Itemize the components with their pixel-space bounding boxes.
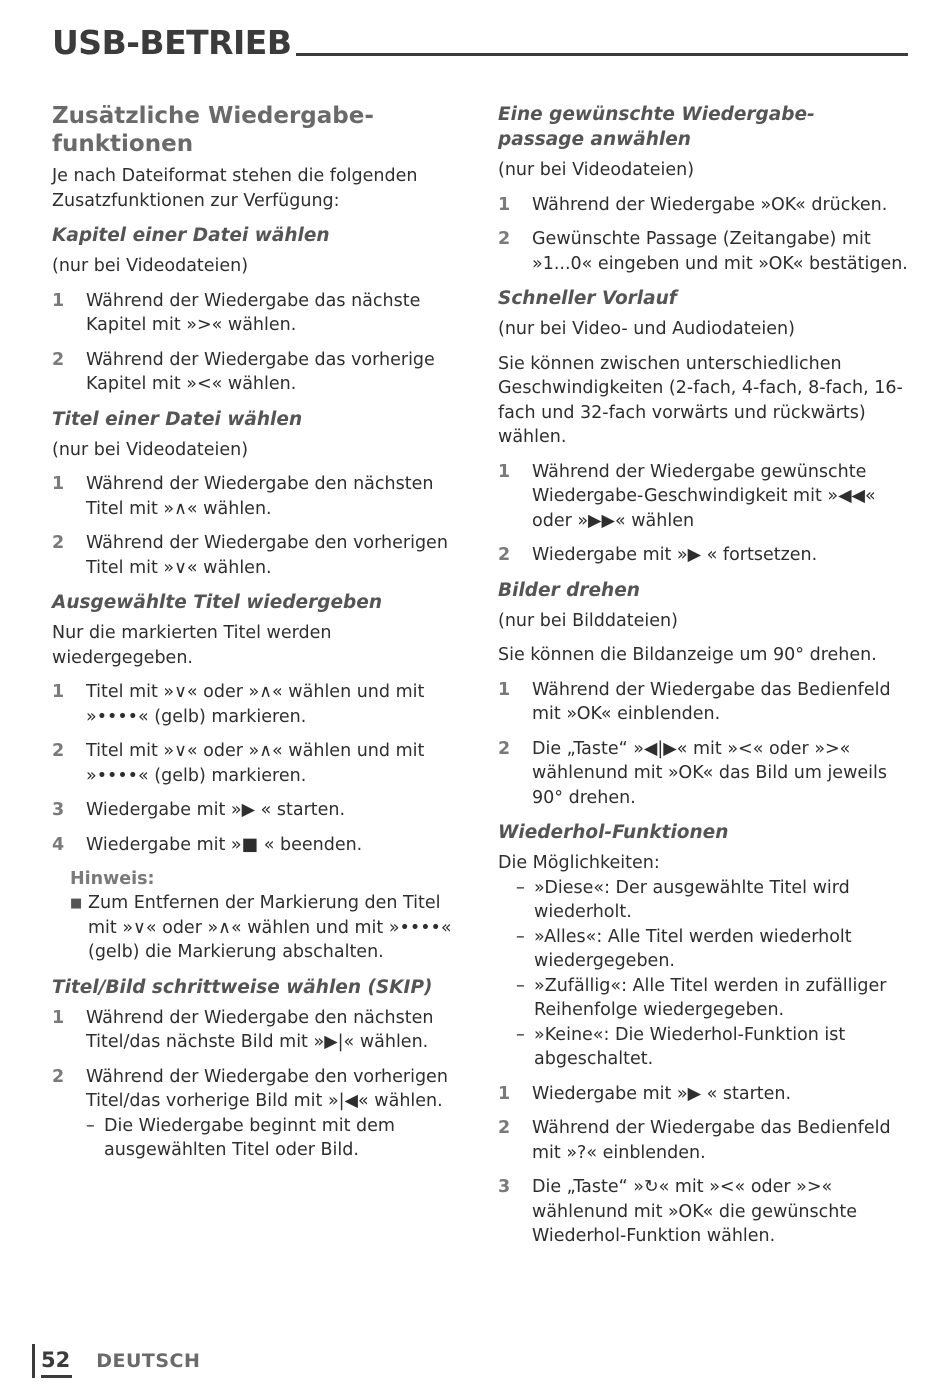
option-text: »Keine«: Die Wiederhol-Funktion ist abgeschaltet.: [534, 1024, 846, 1069]
dash-marker: –: [516, 975, 525, 996]
footer-bar: [32, 1344, 35, 1378]
left-column: [52, 102, 457, 1163]
titel-heading: Titel einer Datei wählen: [52, 408, 303, 430]
page-number: 52: [41, 1345, 72, 1378]
hint-text: Zum Entfernen der Markierung den Titel mit »∨« oder »∧« wählen und mit »••••« (gelb) die Markierung abschalten.: [88, 893, 452, 962]
option-text: »Zufällig«: Alle Titel werden in zufälliger Reihenfolge wiedergegeben.: [534, 975, 887, 1020]
step-number: 2: [498, 229, 511, 249]
skip-step: [52, 1006, 457, 1055]
vorlauf-heading: Schneller Vorlauf: [498, 288, 677, 309]
step-text: Während der Wiedergabe das vorherige Kapitel mit »<« wählen.: [86, 349, 435, 394]
wiederhol-step: [498, 1082, 910, 1107]
skip-heading: Titel/Bild schrittweise wählen (SKIP): [52, 976, 433, 998]
step-text: Gewünschte Passage (Zeitangabe) mit »1...0« eingeben und mit »OK« bestätigen.: [532, 229, 908, 274]
step-text: Wiedergabe mit »▶ « fortsetzen.: [532, 545, 818, 565]
titel-step: [52, 472, 457, 521]
step-number: 1: [498, 1083, 511, 1104]
step-text: Während der Wiedergabe gewünschte Wiedergabe-Geschwindigkeit mit »◀◀« oder »▶▶« wählen: [532, 461, 876, 531]
bilder-intro: Sie können die Bildanzeige um 90° drehen.: [498, 645, 877, 665]
step-number: 1: [52, 1007, 65, 1028]
step-text: Die „Taste“ »↻« mit »<« oder »>« wählenund mit »OK« die gewünschte Wiederhol-Funktion wählen.: [532, 1177, 857, 1246]
step-text: Während der Wiedergabe das nächste Kapitel mit »>« wählen.: [86, 290, 421, 335]
titel-step: [52, 531, 457, 580]
step-number: 1: [498, 679, 511, 700]
dash-marker: –: [516, 1024, 525, 1045]
wiederhol-intro: Die Möglichkeiten:: [498, 853, 660, 873]
step-text: Titel mit »∨« oder »∧« wählen und mit »••••« (gelb) markieren.: [86, 682, 425, 727]
step-text: Während der Wiedergabe das Bedienfeld mit »OK« einblenden.: [532, 679, 891, 724]
wiederhol-step: [498, 1175, 910, 1249]
dash-marker: –: [516, 926, 525, 947]
dash-marker: –: [86, 1115, 95, 1136]
step-number: 2: [498, 1118, 511, 1138]
ausgewaehlt-step: [52, 833, 457, 858]
kapitel-step: [52, 348, 457, 397]
option-text: »Alles«: Alle Titel werden wiederholt wiedergegeben.: [534, 926, 852, 971]
step-number: 1: [52, 474, 65, 494]
step-body: [86, 1065, 457, 1163]
dash-item: [86, 1114, 457, 1163]
passage-note: (nur bei Videodateien): [498, 160, 695, 180]
vorlauf-step: [498, 543, 910, 568]
intro-text: Je nach Dateiformat stehen die folgenden Zusatzfunktionen zur Verfügung:: [52, 166, 418, 211]
step-text: Die „Taste“ »◀|▶« mit »<« oder »>« wählenund mit »OK« das Bild um jeweils 90° drehen.: [532, 738, 887, 808]
skip-step: [52, 1065, 457, 1163]
page-footer: [32, 1344, 200, 1378]
passage-step: [498, 227, 910, 276]
header-rule: [296, 53, 908, 56]
titel-note: (nur bei Videodateien): [52, 439, 249, 460]
step-number: 2: [498, 545, 511, 565]
step-text: Während der Wiedergabe »OK« drücken.: [532, 194, 888, 215]
step-number: 1: [52, 682, 65, 702]
option-item: [516, 925, 910, 974]
step-number: 3: [498, 1177, 511, 1197]
ausgewaehlt-step: [52, 680, 457, 729]
step-text: Während der Wiedergabe den nächsten Titel mit »∧« wählen.: [86, 474, 434, 519]
step-number: 2: [52, 741, 65, 761]
step-number: 2: [52, 533, 65, 553]
hint-box: [70, 867, 457, 965]
option-item: [516, 974, 910, 1023]
square-bullet-icon: ■: [70, 896, 83, 911]
footer-language: DEUTSCH: [96, 1350, 201, 1372]
ausgewaehlt-step: [52, 798, 457, 823]
option-item: [516, 876, 910, 925]
hint-title: Hinweis:: [70, 869, 155, 889]
bilder-note: (nur bei Bilddateien): [498, 610, 678, 631]
ausgewaehlt-step: [52, 739, 457, 788]
step-text: Titel mit »∨« oder »∧« wählen und mit »••••« (gelb) markieren.: [86, 741, 425, 786]
step-number: 1: [52, 290, 65, 311]
dash-marker: –: [516, 877, 525, 898]
section-title: Zusätzliche Wiedergabe-funktionen: [52, 103, 374, 157]
passage-heading: Eine gewünschte Wiedergabe-passage anwählen: [498, 104, 815, 150]
step-number: 2: [52, 1066, 65, 1087]
option-item: [516, 1023, 910, 1072]
step-number: 1: [498, 194, 511, 215]
step-text: Wiedergabe mit »▶ « starten.: [86, 800, 346, 820]
step-text: Wiedergabe mit »▶ « starten.: [532, 1083, 792, 1104]
vorlauf-step: [498, 460, 910, 534]
step-text: Während der Wiedergabe das Bedienfeld mit »?« einblenden.: [532, 1118, 891, 1163]
step-text: Während der Wiedergabe den vorherigen Titel mit »∨« wählen.: [86, 533, 448, 578]
step-text: Während der Wiedergabe den vorherigen Titel/das vorherige Bild mit »|◀« wählen.: [86, 1066, 448, 1111]
page-header: [52, 18, 908, 62]
ausgewaehlt-intro: Nur die markierten Titel werden wiedergegeben.: [52, 623, 332, 668]
vorlauf-note: (nur bei Video- und Audiodateien): [498, 319, 795, 339]
ausgewaehlt-heading: Ausgewählte Titel wiedergeben: [52, 592, 382, 613]
wiederhol-heading: Wiederhol-Funktionen: [498, 822, 729, 843]
right-column: [498, 102, 910, 1259]
step-number: 2: [52, 349, 65, 370]
bilder-heading: Bilder drehen: [498, 579, 640, 601]
kapitel-note: (nur bei Videodateien): [52, 256, 249, 276]
step-number: 1: [498, 461, 511, 482]
passage-step: [498, 193, 910, 218]
step-number: 2: [498, 738, 511, 759]
kapitel-step: [52, 289, 457, 338]
wiederhol-step: [498, 1116, 910, 1165]
hint-bullet: [70, 891, 457, 965]
bilder-step: [498, 737, 910, 811]
option-list: [516, 876, 910, 1072]
step-number: 3: [52, 800, 65, 820]
vorlauf-intro: Sie können zwischen unterschiedlichen Geschwindigkeiten (2-fach, 4-fach, 8-fach, 16-fach und 32-fach vorwärts und rückwärts) wählen.: [498, 353, 903, 447]
step-text: Wiedergabe mit »■ « beenden.: [86, 834, 363, 855]
dash-text: Die Wiedergabe beginnt mit dem ausgewählten Titel oder Bild.: [104, 1115, 395, 1160]
option-text: »Diese«: Der ausgewählte Titel wird wiederholt.: [534, 877, 850, 922]
page-title: USB-BETRIEB: [52, 23, 292, 62]
kapitel-heading: Kapitel einer Datei wählen: [52, 225, 330, 246]
bilder-step: [498, 678, 910, 727]
step-text: Während der Wiedergabe den nächsten Titel/das nächste Bild mit »▶|« wählen.: [86, 1007, 434, 1052]
step-number: 4: [52, 834, 65, 855]
